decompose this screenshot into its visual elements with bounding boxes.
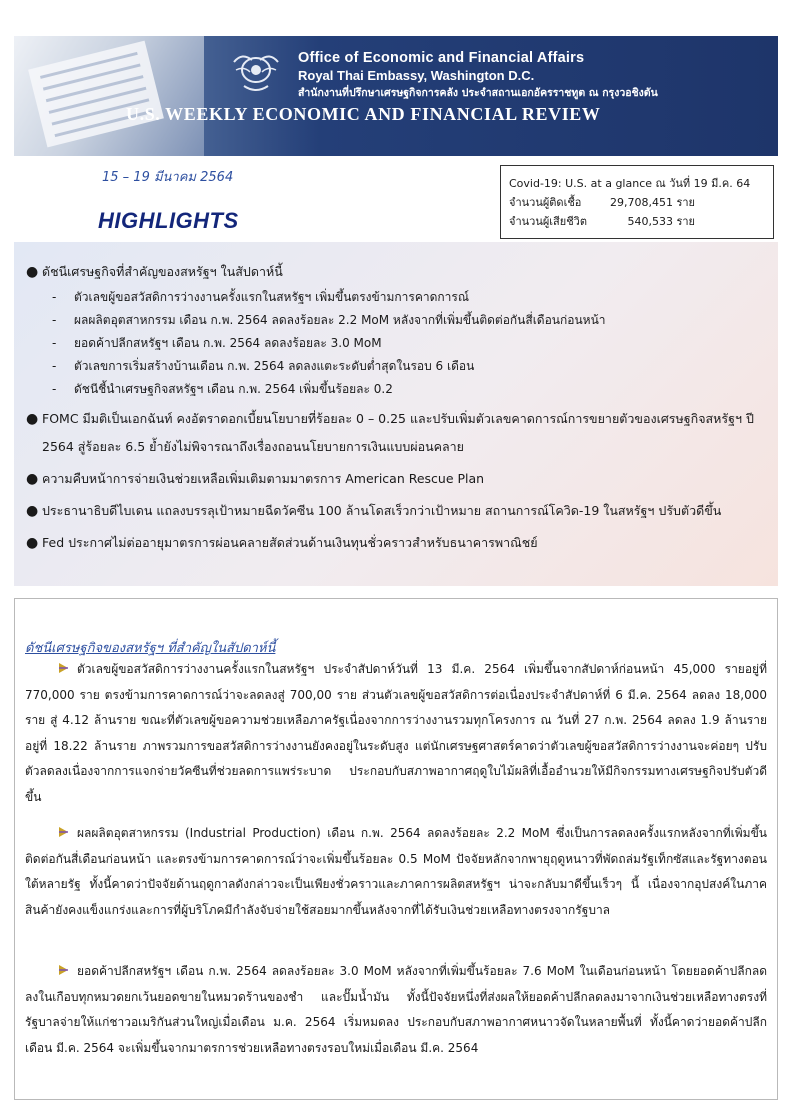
covid-infected-row [509,193,765,212]
covid-infected-label: จำนวนผู้ติดเชื้อ [509,196,582,209]
covid-infected-value: 29,708,451 ราย [609,196,695,209]
covid-box [500,165,774,239]
subitem-text: ผลผลิตอุตสาหกรรม เดือน ก.พ. 2564 ลดลงร้อยละ 2.2 MoM หลังจากที่เพิ่มขึ้นติดต่อกันสี่เดือนก่อนหน้า [74,313,606,327]
dash-icon: - [52,359,57,373]
highlight-item [22,405,772,461]
arrow-bullet-icon [57,964,69,976]
highlight-item [22,258,772,286]
embassy-name-en: Royal Thai Embassy, Washington D.C. [298,68,535,83]
highlight-subitem [22,355,772,378]
highlight-item [22,497,772,525]
subitem-text: ตัวเลขผู้ขอสวัสดิการว่างงานครั้งแรกในสหรัฐฯ เพิ่มขึ้นตรงข้ามการคาดการณ์ [74,290,469,304]
subitem-text: ดัชนีชี้นำเศรษฐกิจสหรัฐฯ เดือน ก.พ. 2564 เพิ่มขึ้นร้อยละ 0.2 [74,382,393,396]
paragraph-industrial-production [25,821,767,923]
bullet-icon: ● [26,471,39,487]
highlight-text: Fed ประกาศไม่ต่ออายุมาตรการผ่อนคลายสัดส่วนด้านเงินทุนชั่วคราวสำหรับธนาคารพาณิชย์ [42,535,538,550]
bullet-icon: ● [26,535,39,551]
bullet-icon: ● [26,264,39,280]
garuda-seal-icon [228,48,284,98]
highlight-subitem [22,286,772,309]
highlight-subitem [22,378,772,401]
highlight-subitem [22,332,772,355]
covid-deaths-label: จำนวนผู้เสียชีวิต [509,215,587,228]
office-name-en: Office of Economic and Financial Affairs [298,50,585,66]
bullet-icon: ● [26,503,39,519]
date-range: 15 – 19 มีนาคม 2564 [102,170,234,185]
section-title: ดัชนีเศรษฐกิจของสหรัฐฯ ที่สำคัญในสัปดาห์นี้ [25,641,276,656]
covid-deaths-value: 540,533 ราย [627,215,695,228]
highlight-subitem [22,309,772,332]
highlights-list [22,258,772,557]
dash-icon: - [52,336,57,350]
paragraph-retail-sales [25,959,767,1061]
office-name-th: สำนักงานที่ปรึกษาเศรษฐกิจการคลัง ประจำสถานเอกอัครราชทูต ณ กรุงวอชิงตัน [298,87,658,99]
bullet-icon: ● [26,411,39,427]
paragraph-jobless-claims [25,657,767,810]
highlight-text: ประธานาธิบดีไบเดน แถลงบรรลุเป้าหมายฉีดวัคซีน 100 ล้านโดสเร็วกว่าเป้าหมาย สถานการณ์โควิด-19 ในสหรัฐฯ ปรับตัวดีขึ้น [42,503,722,518]
highlight-item [22,465,772,493]
dash-icon: - [52,290,57,304]
highlight-text: ความคืบหน้าการจ่ายเงินช่วยเหลือเพิ่มเติมตามมาตรการ American Rescue Plan [42,471,485,486]
paragraph-text: ตัวเลขผู้ขอสวัสดิการว่างงานครั้งแรกในสหรัฐฯ ประจำสัปดาห์วันที่ 13 มี.ค. 2564 เพิ่มขึ้นจากสัปดาห์ก่อนหน้า 45,000 รายอยู่ที่ 770,000 ราย ตรงข้ามการคาดการณ์ว่าจะลดลงสู่ 700,00 ราย ส่วนตัวเลขผู้ขอสวัสดิการต่อเนื่องประจำสัปดาห์ที่ 6 มี.ค. 2564 ลดลง 18,000 ราย สู่ 4.12 ล้านราย ขณะที่ตัวเลขผู้ขอความช่วยเหลือภาครัฐเนื่องจากการว่างงานรวมทุกโครงการ ณ วันที่ 27 ก.พ. 2564 ลดลง 1.9 ล้านราย อยู่ที่ 18.22 ล้านราย ภาพรวมการขอสวัสดิการว่างงานยังคงอยู่ในระดับสูง แต่นักเศรษฐศาสตร์คาดว่าตัวเลขผู้ขอสวัสดิการว่างงานจะค่อยๆ ปรับตัวลดลงเนื่องจากการแจกจ่ายวัคซีนที่ช่วยลดการแพร่ระบาด ประกอบกับสภาพอากาศฤดูใบไม้ผลิที่เอื้ออำนวยให้มีกิจกรรมทางเศรษฐกิจปรับตัวดีขึ้น [25,662,767,804]
highlight-item [22,529,772,557]
subitem-text: ยอดค้าปลีกสหรัฐฯ เดือน ก.พ. 2564 ลดลงร้อยละ 3.0 MoM [74,336,382,350]
highlights-box [14,242,778,586]
dash-icon: - [52,382,57,396]
subitem-text: ตัวเลขการเริ่มสร้างบ้านเดือน ก.พ. 2564 ลดลงแตะระดับต่ำสุดในรอบ 6 เดือน [74,359,475,373]
highlight-text: ดัชนีเศรษฐกิจที่สำคัญของสหรัฐฯ ในสัปดาห์นี้ [42,264,283,279]
covid-deaths-row [509,212,765,231]
banner-photo [14,36,204,156]
indicators-section [14,598,778,1100]
paragraph-text: ยอดค้าปลีกสหรัฐฯ เดือน ก.พ. 2564 ลดลงร้อยละ 3.0 MoM หลังจากที่เพิ่มขึ้นร้อยละ 7.6 MoM ในเดือนก่อนหน้า โดยยอดค้าปลีกลดลงในเกือบทุกหมวดยกเว้นยอดขายในหมวดร้านของชำ และปั๊มน้ำมัน ทั้งนี้ปัจจัยหนึ่งที่ส่งผลให้ยอดค้าปลีกลดลงมาจากเงินช่วยเหลือทางตรงที่รัฐบาลจ่ายให้แก่ชาวอเมริกันส่วนใหญ่เมื่อเดือน ม.ค. 2564 เริ่มหมดลง ประกอบกับสภาพอากาศหนาวจัดในหลายพื้นที่ ทั้งนี้คาดว่ายอดค้าปลีกเดือน มี.ค. 2564 จะเพิ่มขึ้นจากมาตรการช่วยเหลือทางตรงรอบใหม่เมื่อเดือน มี.ค. 2564 [25,964,767,1055]
paragraph-text: ผลผลิตอุตสาหกรรม (Industrial Production) เดือน ก.พ. 2564 ลดลงร้อยละ 2.2 MoM ซึ่งเป็นการลดลงครั้งแรกหลังจากที่เพิ่มขึ้นติดต่อกันสี่เดือนก่อนหน้า และตรงข้ามการคาดการณ์ว่าจะเพิ่มขึ้นร้อยละ 0.5 MoM ปัจจัยหลักจากพายุฤดูหนาวที่พัดถล่มรัฐเท็กซัสและรัฐทางตอนใต้หลายรัฐ ทั้งนี้คาดว่าปัจจัยด้านฤดูกาลดังกล่าวจะเป็นเพียงชั่วคราวและภาคการผลิตสหรัฐฯ น่าจะกลับมาดีขึ้นเร็วๆ นี้ เนื่องจากอุปสงค์ในภาคสินค้ายังคงแข็งแกร่งและการที่ผู้บริโภคมีกำลังจับจ่ายใช้สอยมากขึ้นหลังจากที่ได้รับเงินช่วยเหลือทางตรงจากรัฐบาล [25,826,767,917]
arrow-bullet-icon [57,662,69,674]
arrow-bullet-icon [57,826,69,838]
review-title: U.S. WEEKLY ECONOMIC AND FINANCIAL REVIEW [126,104,601,124]
covid-title: Covid-19: U.S. at a glance ณ วันที่ 19 มี.ค. 64 [509,177,751,190]
highlight-text: FOMC มีมติเป็นเอกฉันท์ คงอัตราดอกเบี้ยนโยบายที่ร้อยละ 0 – 0.25 และปรับเพิ่มตัวเลขคาดการณ์การขยายตัวของเศรษฐกิจสหรัฐฯ ปี 2564 สู่ร้อยละ 6.5 ย้ำยังไม่พิจารณาถึงเรื่องถอนนโยบายการเงินแบบผ่อนคลาย [42,411,754,454]
dash-icon: - [52,313,57,327]
header-banner [14,36,778,156]
highlights-title: HIGHLIGHTS [98,208,239,233]
